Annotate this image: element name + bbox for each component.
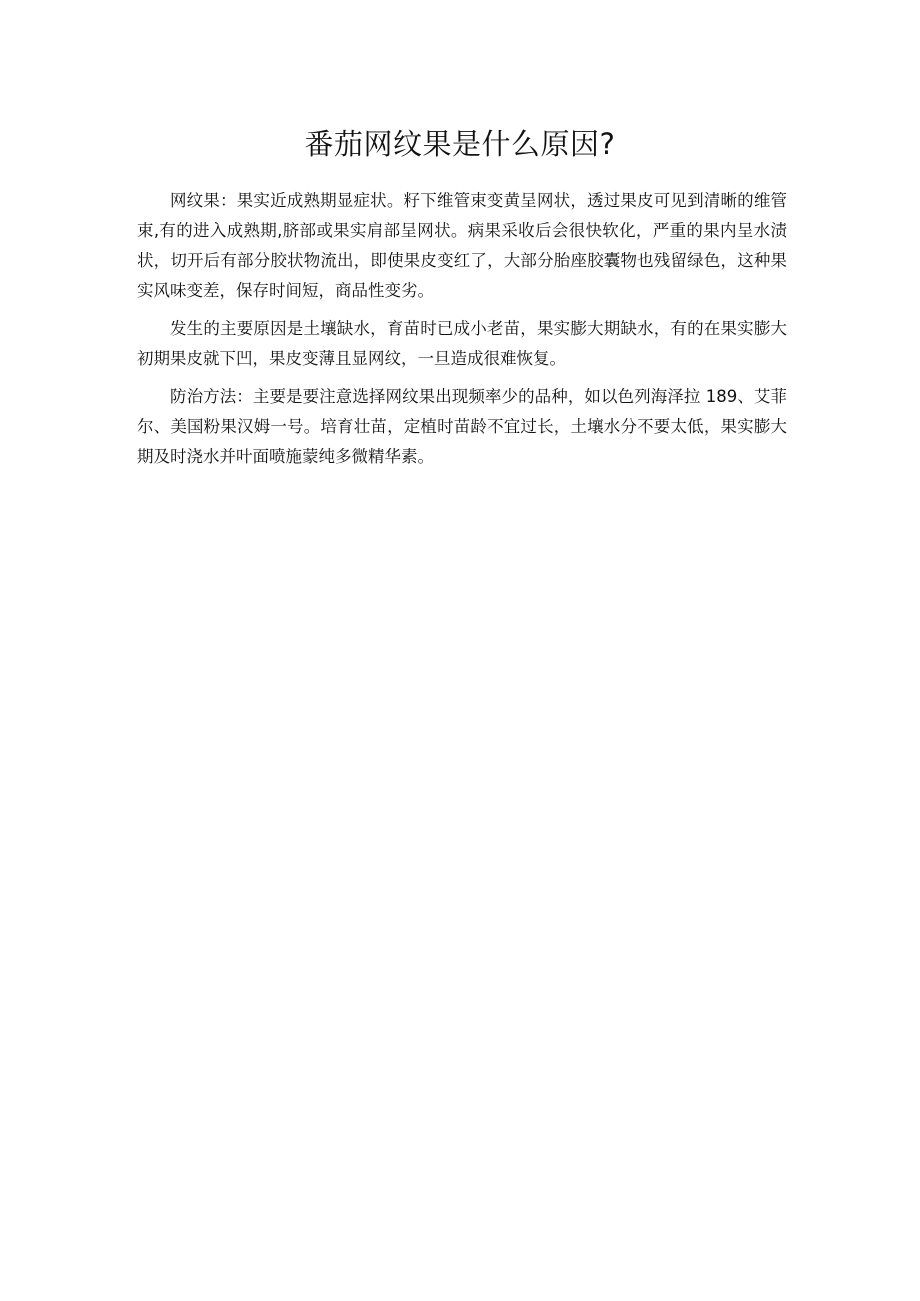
- document-body: [137, 186, 787, 480]
- paragraph-causes: 发生的主要原因是土壤缺水，育苗时已成小老苗，果实膨大期缺水，有的在果实膨大初期果皮就下凹，果皮变薄且显网纹，一旦造成很难恢复。: [137, 319, 787, 368]
- document-title: 番茄网纹果是什么原因?: [304, 127, 616, 161]
- paragraph-symptoms: 网纹果：果实近成熟期显症状。籽下维管束变黄呈网状，透过果皮可见到清晰的维管束,有的进入成熟期,脐部或果实肩部呈网状。病果采收后会很快软化，严重的果内呈水渍状，切开后有部分胶状物流出，即使果皮变红了，大部分胎座胶囊物也残留绿色，这种果实风味变差，保存时间短，商品性变劣。: [137, 191, 787, 300]
- paragraph-prevention: 防治方法：主要是要注意选择网纹果出现频率少的品种，如以色列海泽拉 189、艾菲尔、美国粉果汉姆一号。培育壮苗，定植时苗龄不宜过长，土壤水分不要太低，果实膨大期及时浇水并叶面喷施蒙纯多微精华素。: [137, 387, 787, 466]
